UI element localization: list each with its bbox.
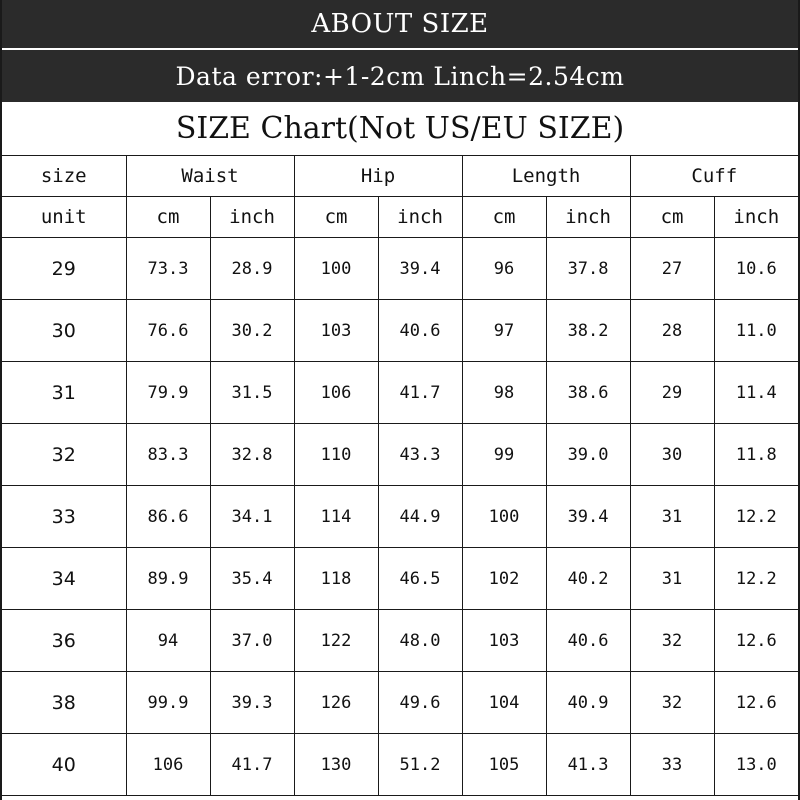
- length-cm-cell: 96: [462, 238, 546, 300]
- unit-cell: inch: [210, 197, 294, 238]
- length-inch-cell: 37.8: [546, 238, 630, 300]
- unit-cell: inch: [714, 197, 798, 238]
- length-inch-cell: 39.4: [546, 486, 630, 548]
- size-cell: 34: [2, 548, 126, 610]
- size-header: size: [2, 156, 126, 197]
- size-cell: 40: [2, 734, 126, 796]
- table-row: [2, 238, 798, 300]
- waist-header: Waist: [126, 156, 294, 197]
- table-row: [2, 734, 798, 796]
- cuff-cm-cell: 32: [630, 610, 714, 672]
- table-row: [2, 362, 798, 424]
- waist-inch-cell: 35.4: [210, 548, 294, 610]
- size-cell: 33: [2, 486, 126, 548]
- hip-cm-cell: 114: [294, 486, 378, 548]
- hip-cm-cell: 106: [294, 362, 378, 424]
- length-cm-cell: 105: [462, 734, 546, 796]
- table-row: [2, 424, 798, 486]
- size-table-body: [2, 156, 798, 796]
- cuff-inch-cell: 12.6: [714, 610, 798, 672]
- length-inch-cell: 40.6: [546, 610, 630, 672]
- length-inch-cell: 41.3: [546, 734, 630, 796]
- unit-cell: inch: [378, 197, 462, 238]
- hip-inch-cell: 49.6: [378, 672, 462, 734]
- waist-inch-cell: 41.7: [210, 734, 294, 796]
- length-cm-cell: 99: [462, 424, 546, 486]
- unit-cell: cm: [462, 197, 546, 238]
- cuff-cm-cell: 31: [630, 548, 714, 610]
- length-inch-cell: 38.6: [546, 362, 630, 424]
- cuff-inch-cell: 12.2: [714, 548, 798, 610]
- size-cell: 30: [2, 300, 126, 362]
- waist-cm-cell: 86.6: [126, 486, 210, 548]
- waist-cm-cell: 106: [126, 734, 210, 796]
- length-inch-cell: 40.2: [546, 548, 630, 610]
- waist-inch-cell: 30.2: [210, 300, 294, 362]
- waist-cm-cell: 83.3: [126, 424, 210, 486]
- cuff-inch-cell: 11.8: [714, 424, 798, 486]
- table-row: [2, 610, 798, 672]
- cuff-inch-cell: 12.6: [714, 672, 798, 734]
- table-row: [2, 548, 798, 610]
- waist-cm-cell: 99.9: [126, 672, 210, 734]
- size-cell: 31: [2, 362, 126, 424]
- waist-inch-cell: 37.0: [210, 610, 294, 672]
- unit-cell: cm: [630, 197, 714, 238]
- data-error-note: Data error:+1-2cm Linch=2.54cm: [2, 50, 798, 102]
- waist-cm-cell: 89.9: [126, 548, 210, 610]
- hip-inch-cell: 48.0: [378, 610, 462, 672]
- waist-cm-cell: 79.9: [126, 362, 210, 424]
- unit-cell: inch: [546, 197, 630, 238]
- hip-inch-cell: 44.9: [378, 486, 462, 548]
- waist-inch-cell: 32.8: [210, 424, 294, 486]
- hip-inch-cell: 51.2: [378, 734, 462, 796]
- size-cell: 29: [2, 238, 126, 300]
- measurement-header-row: [2, 156, 798, 197]
- size-cell: 32: [2, 424, 126, 486]
- waist-cm-cell: 94: [126, 610, 210, 672]
- waist-inch-cell: 31.5: [210, 362, 294, 424]
- length-header: Length: [462, 156, 630, 197]
- length-cm-cell: 104: [462, 672, 546, 734]
- length-inch-cell: 40.9: [546, 672, 630, 734]
- cuff-cm-cell: 33: [630, 734, 714, 796]
- hip-inch-cell: 41.7: [378, 362, 462, 424]
- table-row: [2, 300, 798, 362]
- size-cell: 38: [2, 672, 126, 734]
- unit-cell: cm: [294, 197, 378, 238]
- length-cm-cell: 103: [462, 610, 546, 672]
- unit-header-row: [2, 197, 798, 238]
- cuff-cm-cell: 29: [630, 362, 714, 424]
- length-cm-cell: 97: [462, 300, 546, 362]
- table-row: [2, 672, 798, 734]
- about-size-title: ABOUT SIZE: [2, 0, 798, 50]
- hip-cm-cell: 118: [294, 548, 378, 610]
- hip-cm-cell: 103: [294, 300, 378, 362]
- hip-cm-cell: 130: [294, 734, 378, 796]
- waist-inch-cell: 39.3: [210, 672, 294, 734]
- hip-cm-cell: 126: [294, 672, 378, 734]
- size-chart-heading: SIZE Chart(Not US/EU SIZE): [2, 102, 798, 156]
- size-cell: 36: [2, 610, 126, 672]
- length-cm-cell: 102: [462, 548, 546, 610]
- hip-header: Hip: [294, 156, 462, 197]
- hip-cm-cell: 100: [294, 238, 378, 300]
- length-inch-cell: 39.0: [546, 424, 630, 486]
- length-inch-cell: 38.2: [546, 300, 630, 362]
- hip-inch-cell: 43.3: [378, 424, 462, 486]
- cuff-inch-cell: 10.6: [714, 238, 798, 300]
- waist-cm-cell: 73.3: [126, 238, 210, 300]
- waist-inch-cell: 28.9: [210, 238, 294, 300]
- hip-inch-cell: 39.4: [378, 238, 462, 300]
- cuff-cm-cell: 32: [630, 672, 714, 734]
- waist-cm-cell: 76.6: [126, 300, 210, 362]
- hip-cm-cell: 110: [294, 424, 378, 486]
- length-cm-cell: 98: [462, 362, 546, 424]
- size-table: [2, 156, 798, 796]
- cuff-inch-cell: 11.4: [714, 362, 798, 424]
- cuff-inch-cell: 12.2: [714, 486, 798, 548]
- waist-inch-cell: 34.1: [210, 486, 294, 548]
- unit-cell: cm: [126, 197, 210, 238]
- cuff-inch-cell: 13.0: [714, 734, 798, 796]
- cuff-cm-cell: 30: [630, 424, 714, 486]
- hip-cm-cell: 122: [294, 610, 378, 672]
- cuff-inch-cell: 11.0: [714, 300, 798, 362]
- unit-header: unit: [2, 197, 126, 238]
- cuff-cm-cell: 27: [630, 238, 714, 300]
- cuff-cm-cell: 31: [630, 486, 714, 548]
- table-row: [2, 486, 798, 548]
- hip-inch-cell: 40.6: [378, 300, 462, 362]
- cuff-header: Cuff: [630, 156, 798, 197]
- hip-inch-cell: 46.5: [378, 548, 462, 610]
- length-cm-cell: 100: [462, 486, 546, 548]
- cuff-cm-cell: 28: [630, 300, 714, 362]
